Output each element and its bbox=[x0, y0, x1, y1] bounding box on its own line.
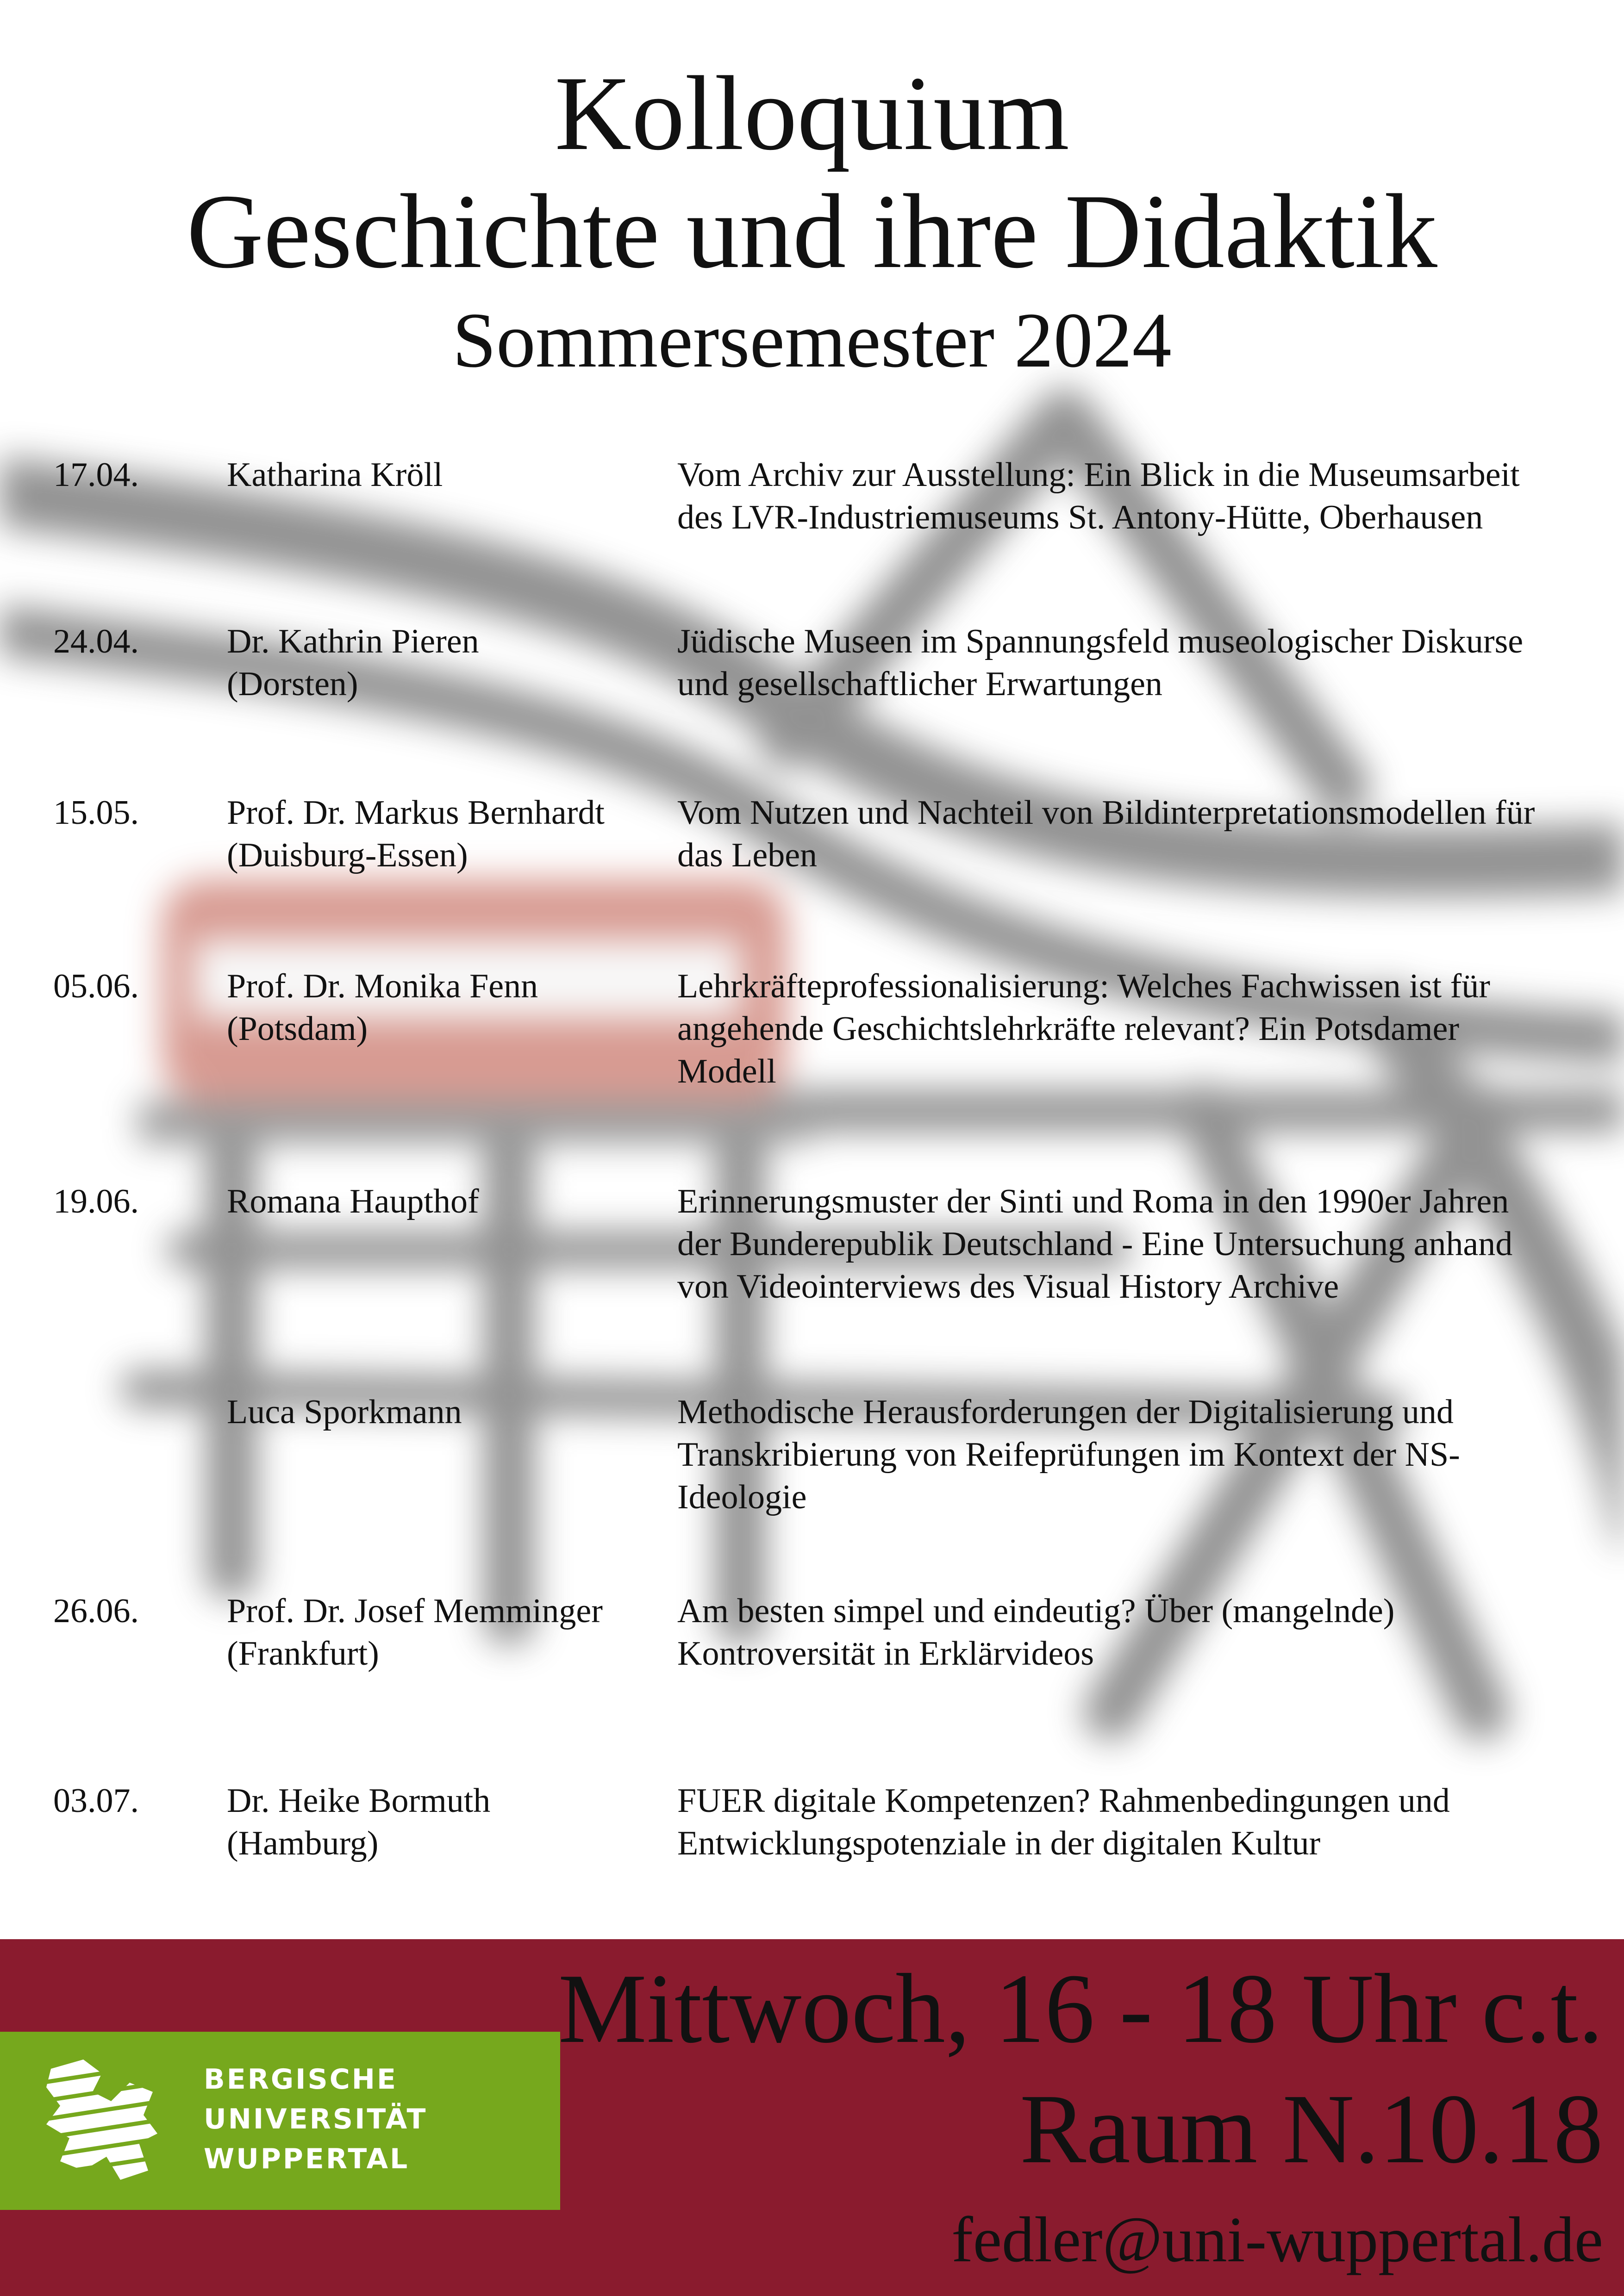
talk-line: der Bunderepublik Deutschland - Eine Untersuchung anhand bbox=[677, 1225, 1513, 1263]
speaker-name: Prof. Dr. Markus Bernhardt bbox=[227, 794, 605, 832]
bergischer-lion-icon bbox=[32, 2050, 171, 2189]
speaker-name: Prof. Dr. Monika Fenn bbox=[227, 967, 538, 1005]
speaker-name: Dr. Heike Bormuth bbox=[227, 1782, 491, 1820]
entry-speaker bbox=[227, 1780, 671, 1865]
speaker-affiliation: (Potsdam) bbox=[227, 1010, 368, 1048]
entry-date: 03.07. bbox=[53, 1782, 139, 1820]
entry-date: 15.05. bbox=[53, 794, 139, 832]
title-line-1: Kolloquium bbox=[555, 54, 1069, 172]
talk-line: Transkribierung von Reifeprüfungen im Kontext der NS- bbox=[677, 1436, 1460, 1474]
entry-speaker bbox=[227, 620, 671, 705]
entry-talk-title bbox=[677, 1391, 1599, 1518]
speaker-name: Katharina Kröll bbox=[227, 456, 443, 494]
entry-date: 26.06. bbox=[53, 1592, 139, 1630]
entry-talk-title bbox=[677, 1590, 1599, 1675]
speaker-affiliation: (Frankfurt) bbox=[227, 1635, 379, 1673]
speaker-name: Prof. Dr. Josef Memminger bbox=[227, 1592, 603, 1630]
talk-line: Lehrkräfteprofessionalisierung: Welches Fachwissen ist für bbox=[677, 967, 1490, 1005]
entry-speaker bbox=[227, 1590, 671, 1675]
talk-line: des LVR-Industriemuseums St. Antony-Hütte, Oberhausen bbox=[677, 498, 1483, 536]
entry-talk-title bbox=[677, 965, 1599, 1093]
talk-line: Am besten simpel und eindeutig? Über (mangelnde) bbox=[677, 1592, 1395, 1630]
entry-talk-title bbox=[677, 454, 1599, 539]
entry-date: 19.06. bbox=[53, 1182, 139, 1220]
talk-line: das Leben bbox=[677, 836, 818, 874]
talk-line: und gesellschaftlicher Erwartungen bbox=[677, 665, 1162, 703]
speaker-name: Dr. Kathrin Pieren bbox=[227, 622, 479, 660]
entry-speaker bbox=[227, 454, 671, 496]
contact-email: fedler@uni-wuppertal.de bbox=[951, 2204, 1603, 2276]
speaker-name: Romana Haupthof bbox=[227, 1182, 479, 1220]
talk-line: FUER digitale Kompetenzen? Rahmenbedingungen und bbox=[677, 1782, 1450, 1820]
talk-line: Entwicklungspotenziale in der digitalen Kultur bbox=[677, 1824, 1321, 1862]
logo-line: BERGISCHE bbox=[204, 2063, 398, 2096]
university-logo bbox=[0, 2032, 560, 2210]
talk-line: Kontroversität in Erklärvideos bbox=[677, 1635, 1094, 1673]
talk-line: Ideologie bbox=[677, 1478, 807, 1516]
speaker-affiliation: (Dorsten) bbox=[227, 665, 358, 703]
entry-speaker bbox=[227, 1391, 671, 1433]
logo-line: WUPPERTAL bbox=[204, 2143, 410, 2175]
poster-header bbox=[0, 56, 1624, 389]
talk-line: angehende Geschichtslehrkräfte relevant? Ein Potsdamer bbox=[677, 1010, 1459, 1048]
entry-date: 05.06. bbox=[53, 967, 139, 1005]
entry-speaker bbox=[227, 1180, 671, 1223]
speaker-affiliation: (Hamburg) bbox=[227, 1824, 379, 1862]
talk-line: Methodische Herausforderungen der Digitalisierung und bbox=[677, 1393, 1454, 1431]
logo-line: UNIVERSITÄT bbox=[204, 2103, 428, 2135]
meeting-time: Mittwoch, 16 - 18 Uhr c.t. bbox=[558, 1953, 1603, 2064]
entry-speaker bbox=[227, 965, 671, 1050]
entry-date: 17.04. bbox=[53, 456, 139, 494]
talk-line: Erinnerungsmuster der Sinti und Roma in den 1990er Jahren bbox=[677, 1182, 1509, 1220]
speaker-affiliation: (Duisburg-Essen) bbox=[227, 836, 468, 874]
entry-talk-title bbox=[677, 1180, 1599, 1308]
entry-talk-title bbox=[677, 791, 1599, 877]
entry-talk-title bbox=[677, 1780, 1599, 1865]
talk-line: von Videointerviews des Visual History Archive bbox=[677, 1268, 1339, 1306]
talk-line: Jüdische Museen im Spannungsfeld museologischer Diskurse bbox=[677, 622, 1524, 660]
university-name bbox=[204, 2060, 427, 2179]
title-line-2: Geschichte und ihre Didaktik bbox=[187, 172, 1437, 290]
meeting-room: Raum N.10.18 bbox=[1019, 2073, 1603, 2184]
speaker-name: Luca Sporkmann bbox=[227, 1393, 462, 1431]
talk-line: Vom Nutzen und Nachteil von Bildinterpretationsmodellen für bbox=[677, 794, 1535, 832]
talk-line: Vom Archiv zur Ausstellung: Ein Blick in die Museumsarbeit bbox=[677, 456, 1520, 494]
footer-band bbox=[0, 1939, 1624, 2296]
entry-talk-title bbox=[677, 620, 1599, 705]
talk-line: Modell bbox=[677, 1052, 776, 1090]
entry-date: 24.04. bbox=[53, 622, 139, 660]
entry-speaker bbox=[227, 791, 671, 877]
title-line-3: Sommersemester 2024 bbox=[452, 297, 1172, 384]
